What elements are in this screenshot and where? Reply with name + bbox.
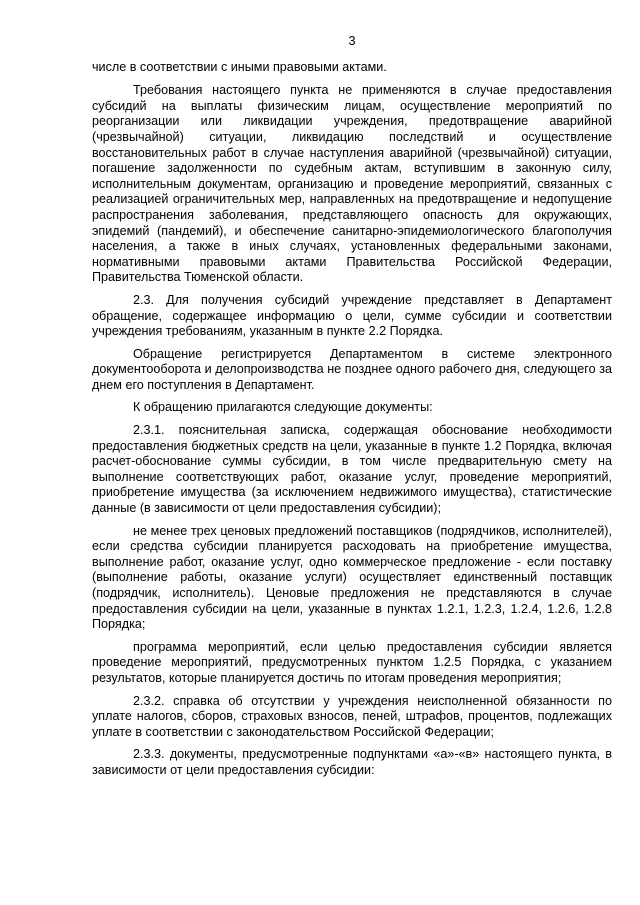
paragraph-attachments-intro: К обращению прилагаются следующие документы: [133,400,433,415]
paragraph-2-3-1: 2.3.1. пояснительная записка, содержащая обоснование необходимости предоставления бюджетных средств на цели, указанные в пункте 1.2 Порядка, включая расчет-обоснование суммы субсидии, в том числе предварительную смету на выполнение соответствующих работ, оказание услуг, проведение мероприятий, приобретение имущества (за исключением недвижимого имущества), статистические данные (в зависимости от цели предоставления субсидии); [92,423,612,516]
paragraph-requirements-exceptions: Требования настоящего пункта не применяются в случае предоставления субсидий на выплаты физическим лицам, осуществление мероприятий по реорганизации или ликвидации учреждения, предотвращение аварийной (чрезвычайной) ситуации, ликвидацию последствий и осуществление восстановительных работ в случае наступления аварийной (чрезвычайной) ситуации, погашение задолженности по судебным актам, вступившим в законную силу, исполнительным документам, организацию и проведение мероприятий, связанных с реализацией ограничительных мер, направленных на предотвращение и недопущение распространения заболевания, представляющего опасность для окружающих, эпидемий (пандемий), и обеспечение санитарно-эпидемиологического благополучия населения, а также в иных случаях, установленных федеральными законами, нормативными правовыми актами Правительства Российской Федерации, Правительства Тюменской области. [92,83,612,285]
paragraph-price-offers: не менее трех ценовых предложений поставщиков (подрядчиков, исполнителей), если средства субсидии планируется расходовать на приобретение имущества, выполнение работ, оказание услуг, одно коммерческое предложение - если поставку (выполнение работы, оказание услуги) осуществляет единственный поставщик (подрядчик, исполнитель). Ценовые предложения не представляются в случае предоставления субсидии на цели, указанные в пунктах 1.2.1, 1.2.3, 1.2.4, 1.2.6, 1.2.8 Порядка; [92,523,612,632]
paragraph-event-program: программа мероприятий, если целью предоставления субсидии является проведение мероприятий, предусмотренных пунктом 1.2.5 Порядка, с указанием результатов, которые планируется достичь по итогам проведения мероприятия; [92,639,612,685]
page-number: 3 [348,34,356,48]
paragraph-2-3: 2.3. Для получения субсидий учреждение представляет в Департамент обращение, содержащее информацию о цели, сумме субсидии и соответствии учреждения требованиям, указанным в пункте 2.2 Порядка. [92,292,612,339]
paragraph-2-3-2: 2.3.2. справка об отсутствии у учреждения неисполненной обязанности по уплате налогов, сборов, страховых взносов, пеней, штрафов, процентов, подлежащих уплате в соответствии с законодательством Российской Федерации; [92,693,612,739]
paragraph-2-3-3: 2.3.3. документы, предусмотренные подпунктами «а»-«в» настоящего пункта, в зависимости от цели предоставления субсидии: [92,747,612,777]
paragraph-continuation: числе в соответствии с иными правовыми актами. [92,59,387,74]
paragraph-registration: Обращение регистрируется Департаментом в системе электронного документооборота и делопроизводства не позднее одного рабочего дня, следующего за днем его поступления в Департамент. [92,346,612,392]
